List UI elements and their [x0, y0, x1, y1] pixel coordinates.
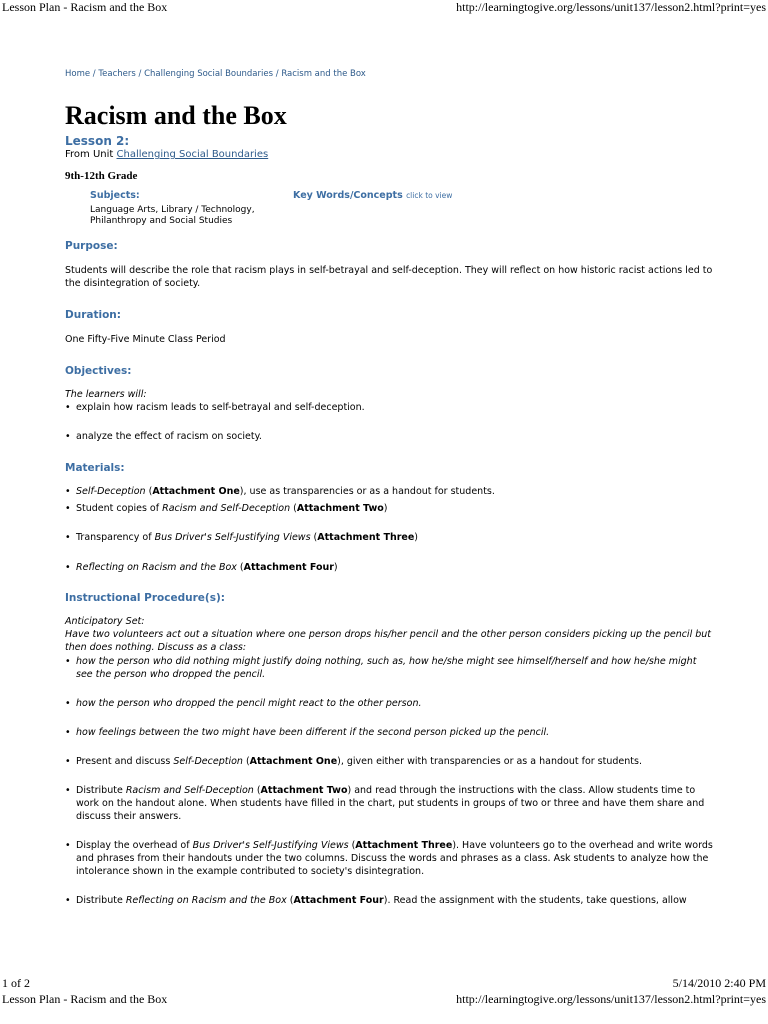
duration-text: One Fifty-Five Minute Class Period [65, 334, 226, 345]
discussion-item: • how the person who dropped the pencil might react to the other person. [65, 697, 715, 710]
print-datetime: 5/14/2010 2:40 PM [672, 976, 766, 990]
procedure-step [65, 894, 715, 907]
step-text: ). Have volunteers go to the overhead and write words and phrases from their handouts under the two columns. Discuss the words and phrases as a class. Ask students to analyze how the intolerance shown in the example contributed to society's disintegration. [76, 840, 713, 877]
breadcrumb: Home / Teachers / Challenging Social Boundaries / Racism and the Box [65, 69, 366, 79]
objectives-intro: The learners will: [65, 389, 147, 400]
material-title: Reflecting on Racism and the Box [76, 562, 237, 573]
print-page-title-next: Lesson Plan - Racism and the Box [2, 992, 168, 1006]
material-item [65, 502, 715, 515]
material-text: ) [414, 532, 418, 543]
click-to-view-link[interactable]: click to view [406, 191, 453, 200]
material-text: Student copies of [76, 503, 163, 514]
procedure-step [65, 755, 715, 768]
material-text: ( [236, 562, 244, 573]
from-unit-prefix: From Unit [65, 149, 114, 160]
material-text: ( [145, 486, 153, 497]
print-page-title: Lesson Plan - Racism and the Box [2, 0, 168, 14]
discussion-item: • how the person who did nothing might justify doing nothing, such as, how he/she might see himself/herself and how he/she might see the person who dropped the pencil. [65, 655, 715, 681]
subjects-line-1: Language Arts, Library / Technology, [90, 205, 255, 215]
step-text: ( [253, 785, 261, 796]
breadcrumb-teachers[interactable]: Teachers [98, 69, 136, 79]
step-text: ( [242, 756, 250, 767]
materials-heading: Materials: [65, 462, 125, 474]
step-text: Distribute [76, 785, 126, 796]
unit-link[interactable]: Challenging Social Boundaries [116, 149, 269, 160]
procedure-step [65, 784, 715, 823]
duration-heading: Duration: [65, 309, 121, 321]
procedure-heading: Instructional Procedure(s): [65, 592, 225, 604]
purpose-heading: Purpose: [65, 240, 118, 252]
attachment-label: Attachment Two [260, 785, 348, 796]
material-item [65, 531, 715, 544]
attachment-label: Attachment Four [243, 562, 334, 573]
material-text: ( [310, 532, 318, 543]
purpose-text: Students will describe the role that racism plays in self-betrayal and self-deception. They will reflect on how historic racist actions led to the disintegration of society. [65, 265, 713, 289]
step-text: ( [286, 895, 294, 906]
breadcrumb-lesson[interactable]: Racism and the Box [281, 69, 366, 79]
material-text: ) [383, 503, 388, 514]
attachment-label: Attachment One [152, 486, 240, 497]
step-title: Self-Deception [173, 756, 243, 767]
material-text: ) [333, 562, 338, 573]
grade-level: 9th-12th Grade [65, 170, 138, 182]
subjects-line-2: Philanthropy and Social Studies [90, 216, 233, 226]
material-item [65, 561, 715, 574]
from-unit [65, 148, 715, 161]
step-text: Distribute [76, 895, 126, 906]
material-text: ), use as transparencies or as a handout for students. [239, 486, 495, 497]
material-item [65, 485, 715, 498]
step-text: ( [348, 840, 356, 851]
attachment-label: Attachment Two [296, 503, 384, 514]
procedure-intro: Have two volunteers act out a situation where one person drops his/her pencil and the other person considers picking up the pencil but then does nothing. Discuss as a class: [65, 629, 712, 653]
step-text: Display the overhead of [76, 840, 193, 851]
keywords-link[interactable] [293, 189, 452, 202]
step-title: Racism and Self-Deception [125, 785, 254, 796]
print-header [0, 0, 768, 16]
objective-item: • analyze the effect of racism on society. [65, 430, 715, 443]
material-title: Self-Deception [76, 486, 146, 497]
objective-item: • explain how racism leads to self-betrayal and self-deception. [65, 401, 715, 414]
keywords-label[interactable]: Key Words/Concepts [293, 190, 403, 201]
step-text: ), given either with transparencies or as a handout for students. [337, 756, 642, 767]
procedure-step [65, 839, 715, 878]
print-footer [0, 976, 768, 992]
page-title: Racism and the Box [65, 101, 287, 130]
print-url-next: http://learningtogive.org/lessons/unit137/lesson2.html?print=yes [456, 992, 766, 1006]
material-title: Racism and Self-Deception [162, 503, 291, 514]
print-url: http://learningtogive.org/lessons/unit137/lesson2.html?print=yes [456, 0, 766, 14]
subjects-text [90, 205, 255, 227]
step-title: Bus Driver's Self-Justifying Views [192, 840, 349, 851]
attachment-label: Attachment One [249, 756, 338, 767]
subjects-label: Subjects: [90, 190, 140, 201]
material-title: Bus Driver's Self-Justifying Views [154, 532, 311, 543]
step-text: Present and discuss [76, 756, 174, 767]
lesson-number: Lesson 2: [65, 134, 130, 148]
lesson-content [65, 60, 715, 907]
discussion-item: • how feelings between the two might have been different if the second person picked up the pencil. [65, 726, 715, 739]
step-title: Reflecting on Racism and the Box [125, 895, 287, 906]
attachment-label: Attachment Four [293, 895, 384, 906]
breadcrumb-unit[interactable]: Challenging Social Boundaries [144, 69, 274, 79]
subjects-row [65, 187, 715, 239]
material-text: Transparency of [76, 532, 155, 543]
objectives-heading: Objectives: [65, 365, 132, 377]
breadcrumb-home[interactable]: Home [65, 69, 91, 79]
print-header-next-page [0, 992, 768, 1008]
anticipatory-label: Anticipatory Set: [65, 616, 145, 627]
material-text: ( [290, 503, 297, 514]
step-text: ) and read through the instructions with the class. Allow students time to work on the handout alone. When students have filled in the chart, put students in groups of two or three and have them share and discuss their answers. [76, 785, 705, 822]
page-count: 1 of 2 [2, 976, 30, 990]
attachment-label: Attachment Three [355, 840, 453, 851]
attachment-label: Attachment Three [317, 532, 415, 543]
step-text: ). Read the assignment with the students, take questions, allow [383, 895, 687, 906]
